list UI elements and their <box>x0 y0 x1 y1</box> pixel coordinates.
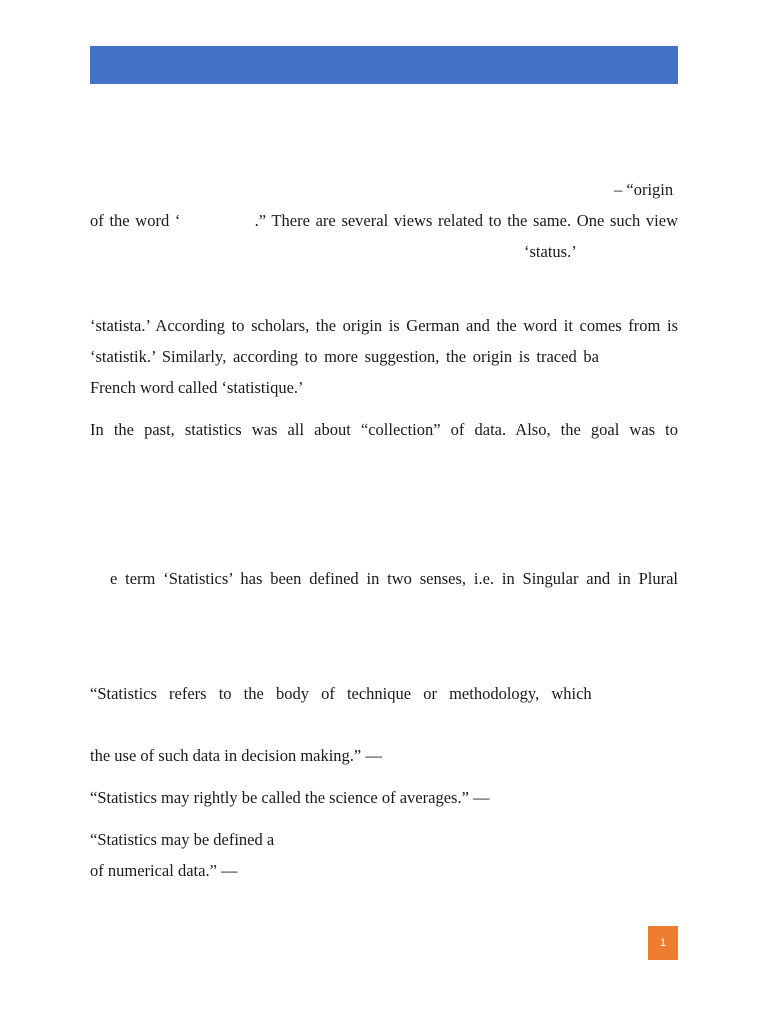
text-line-origin: – “origin <box>614 180 674 199</box>
text-line-averages: “Statistics may rightly be called the science of averages.” — <box>90 788 490 807</box>
text-line-numerical: of numerical data.” — <box>90 861 238 880</box>
page-number-badge: 1 <box>648 926 678 960</box>
text-line-past: In the past, statistics was all about “collection” of data. Also, the goal was to <box>90 420 678 439</box>
text-line-word: of the word ‘ .” There are several views related to the same. One such view <box>90 211 678 230</box>
text-line-statista: ‘statista.’ According to scholars, the origin is German and the word it comes from is <box>90 316 678 335</box>
text-line-status: ‘status.’ <box>524 242 577 261</box>
text-line-french: French word called ‘statistique.’ <box>90 378 304 397</box>
text-line-use: the use of such data in decision making.” — <box>90 746 382 765</box>
text-line-statistik: ‘statistik.’ Similarly, according to more suggestion, the origin is traced ba <box>90 347 599 366</box>
text-line-defined: “Statistics may be defined a <box>90 830 275 849</box>
text-line-term: e term ‘Statistics’ has been defined in two senses, i.e. in Singular and in Plural <box>110 569 678 588</box>
header-bar <box>90 46 678 84</box>
text-line-body-technique: “Statistics refers to the body of technique or methodology, which <box>90 684 592 703</box>
